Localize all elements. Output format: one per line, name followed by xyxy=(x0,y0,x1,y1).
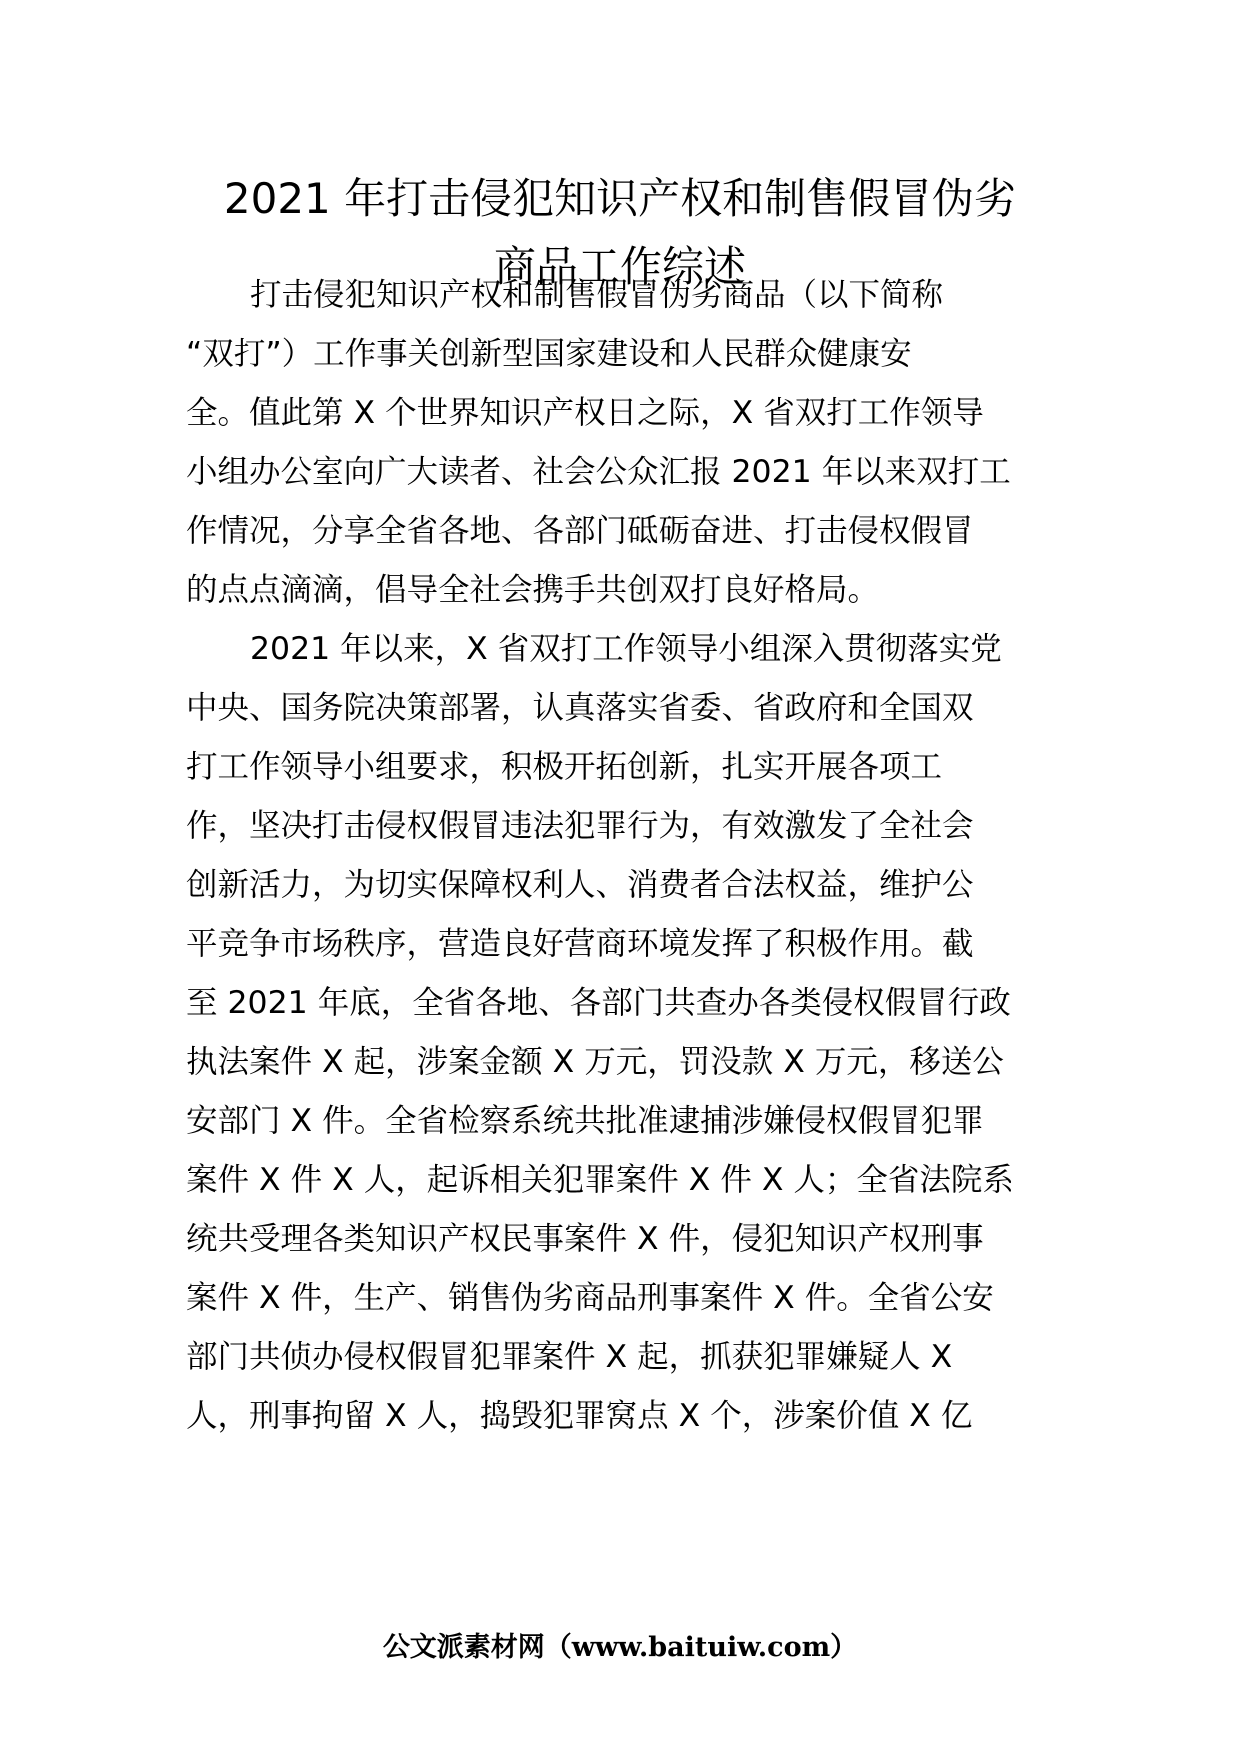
paragraph-2-line-12: 案件 X 件，生产、销售伪劣商品刑事案件 X 件。全省公安 xyxy=(186,1280,994,1316)
paragraph-2-line-7: 至 2021 年底，全省各地、各部门共查办各类侵权假冒行政 xyxy=(186,985,1011,1021)
paragraph-1-line-6: 的点点滴滴，倡导全社会携手共创双打良好格局。 xyxy=(186,572,880,608)
paragraph-2-line-9: 安部门 X 件。全省检察系统共批准逮捕涉嫌侵权假冒犯罪 xyxy=(186,1103,984,1139)
paragraph-2-line-13: 部门共侦办侵权假冒犯罪案件 X 起，抓获犯罪嫌疑人 X xyxy=(186,1339,953,1375)
paragraph-1-line-3: 全。值此第 X 个世界知识产权日之际，X 省双打工作领导 xyxy=(186,395,984,431)
document-title-line-2: 商品工作综述 xyxy=(493,242,746,291)
paragraph-2-line-1: 2021 年以来，X 省双打工作领导小组深入贯彻落实党 xyxy=(250,631,1002,667)
paragraph-2-line-8: 执法案件 X 起，涉案金额 X 万元，罚没款 X 万元，移送公 xyxy=(186,1044,1004,1080)
paragraph-2-line-6: 平竞争市场秩序，营造良好营商环境发挥了积极作用。截 xyxy=(186,926,974,962)
paragraph-1-line-2: “双打”）工作事关创新型国家建设和人民群众健康安 xyxy=(186,336,912,372)
paragraph-2-line-4: 作，坚决打击侵权假冒违法犯罪行为，有效激发了全社会 xyxy=(186,808,974,844)
paragraph-2-line-14: 人，刑事拘留 X 人，捣毁犯罪窝点 X 个，涉案价值 X 亿 xyxy=(186,1398,973,1434)
footer-source-watermark: 公文派素材网（www.baituiw.com） xyxy=(382,1632,858,1663)
paragraph-2-line-10: 案件 X 件 X 人，起诉相关犯罪案件 X 件 X 人；全省法院系 xyxy=(186,1162,1014,1198)
paragraph-1-line-1: 打击侵犯知识产权和制售假冒伪劣商品（以下简称 xyxy=(250,277,944,313)
document-title-line-1: 2021 年打击侵犯知识产权和制售假冒伪劣 xyxy=(223,174,1017,223)
paragraph-2-line-11: 统共受理各类知识产权民事案件 X 件，侵犯知识产权刑事 xyxy=(186,1221,984,1257)
paragraph-2-line-3: 打工作领导小组要求，积极开拓创新，扎实开展各项工 xyxy=(186,749,943,785)
paragraph-1-line-5: 作情况，分享全省各地、各部门砥砺奋进、打击侵权假冒 xyxy=(186,513,974,549)
paragraph-1-line-4: 小组办公室向广大读者、社会公众汇报 2021 年以来双打工 xyxy=(186,454,1011,490)
paragraph-2-line-5: 创新活力，为切实保障权利人、消费者合法权益，维护公 xyxy=(186,867,974,903)
paragraph-2-line-2: 中央、国务院决策部署，认真落实省委、省政府和全国双 xyxy=(186,690,974,726)
